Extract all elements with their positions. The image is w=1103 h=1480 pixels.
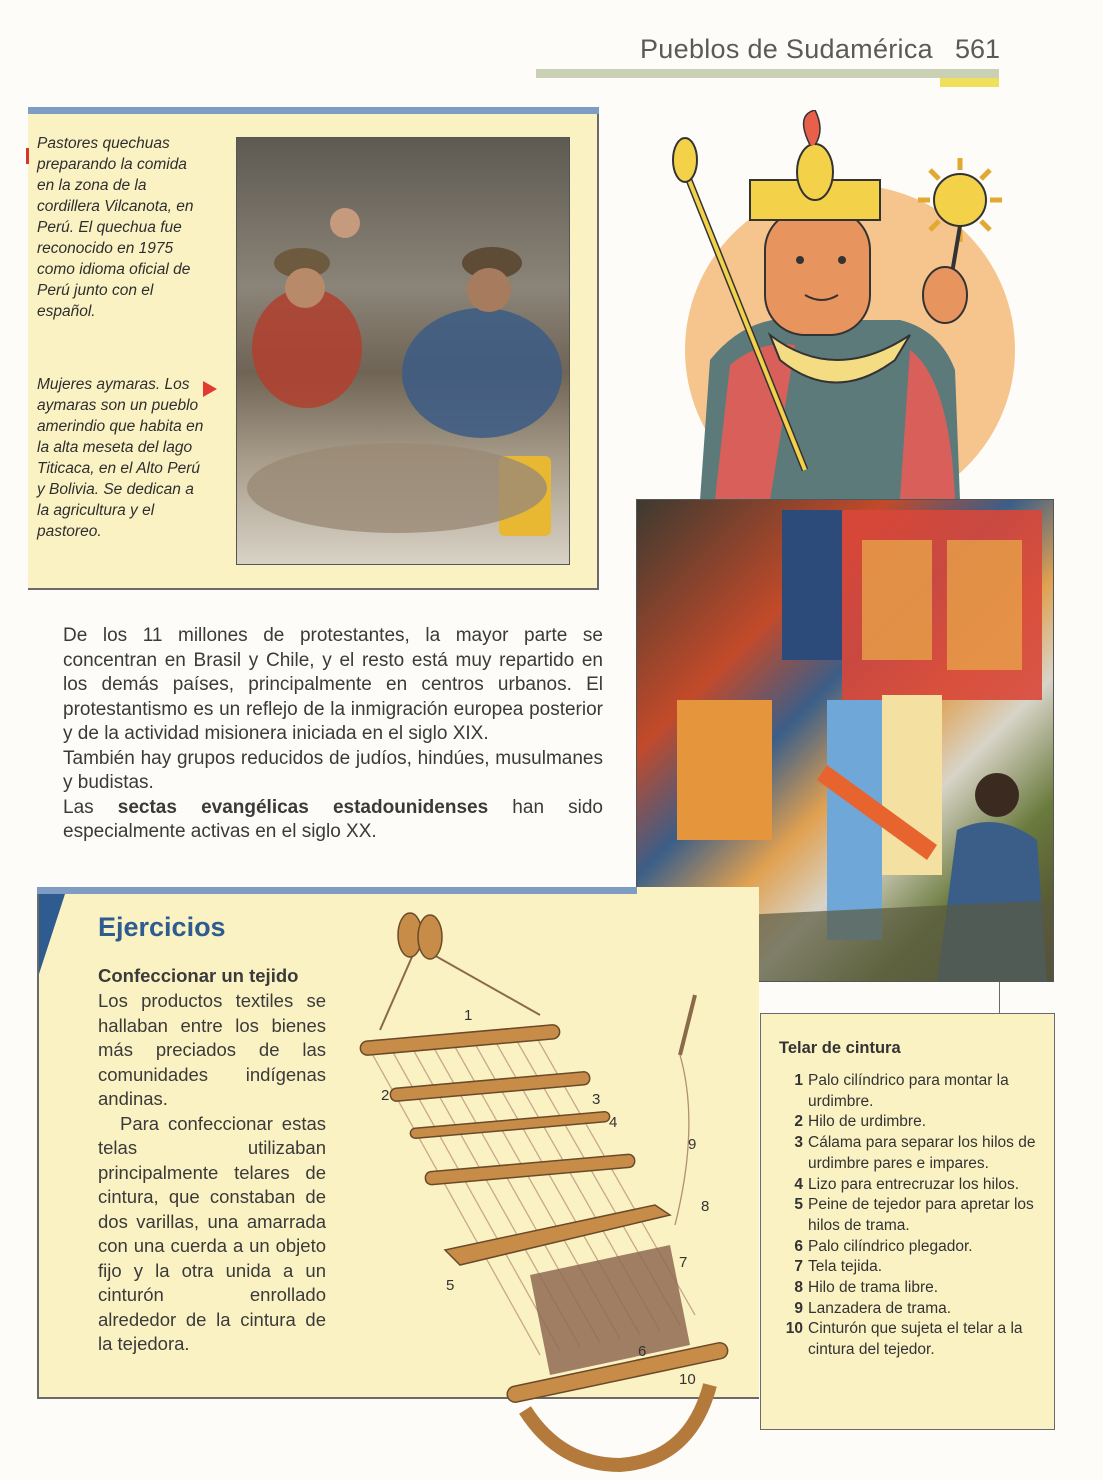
exercise-corner-triangle bbox=[39, 894, 65, 974]
caption-marker bbox=[26, 148, 29, 164]
loom-label-1: 1 bbox=[464, 1007, 473, 1024]
loom-label-2: 2 bbox=[381, 1087, 390, 1104]
legend-item bbox=[779, 1237, 1049, 1258]
chapter-title: Pueblos de Sudamérica bbox=[640, 34, 933, 64]
legend-item bbox=[779, 1071, 1049, 1112]
body-paragraph-3 bbox=[63, 796, 603, 845]
legend-item bbox=[779, 1133, 1049, 1174]
legend-item bbox=[779, 1195, 1049, 1236]
highlight-evangelical-sects: sectas evangélicas estadounidenses bbox=[117, 796, 489, 818]
loom-label-4: 4 bbox=[609, 1114, 618, 1131]
loom-label-5: 5 bbox=[446, 1277, 455, 1294]
legend-item-number: 4 bbox=[794, 1175, 803, 1193]
exercise-box-topbar bbox=[37, 887, 637, 894]
loom-label-8: 8 bbox=[701, 1198, 710, 1215]
exercise-paragraph-2: Para confeccionar estas telas utilizaban principalmente telares de cintura, que constaban de dos varillas, una amarrada con una cuerda a un objeto fijo y la otra unida a un cinturón enrollado alrededor de la cintura de la tejedora. bbox=[98, 1112, 326, 1354]
legend-item-text: Lanzadera de trama. bbox=[808, 1299, 952, 1317]
caption-aymara: Mujeres aymaras. Los aymaras son un pueblo amerindio que habita en la alta meseta del lago Titicaca, en el Alto Perú y Bolivia. Se dedican a la agricultura y el pastoreo. bbox=[37, 376, 204, 540]
legend-item-text: Hilo de urdimbre. bbox=[808, 1113, 927, 1131]
legend-item bbox=[779, 1278, 1049, 1299]
body-paragraph-3-end: han sido especialmente activas en el siglo XX. bbox=[63, 796, 603, 842]
legend-item bbox=[779, 1257, 1049, 1278]
legend-item-text: Cálama para separar los hilos de urdimbre pares e impares. bbox=[808, 1134, 1036, 1172]
legend-item-number: 3 bbox=[794, 1134, 803, 1152]
legend-title: Telar de cintura bbox=[779, 1039, 901, 1057]
header-rule bbox=[536, 69, 999, 78]
body-paragraph-2: También hay grupos reducidos de judíos, hindúes, musulmanes y budistas. bbox=[63, 747, 603, 793]
legend-item-text: Palo cilíndrico para montar la urdimbre. bbox=[808, 1072, 1009, 1110]
legend-connector-line bbox=[999, 982, 1000, 1013]
loom-label-6: 6 bbox=[638, 1343, 647, 1360]
loom-label-9: 9 bbox=[688, 1136, 697, 1153]
exercise-paragraph-1: Los productos textiles se hallaban entre los bienes más preciados de las comunidades indígenas andinas. bbox=[98, 990, 326, 1109]
page-number: 561 bbox=[955, 34, 1001, 64]
legend-item-text: Tela tejida. bbox=[808, 1258, 883, 1276]
caption-pointer-arrow-icon bbox=[203, 381, 217, 397]
loom-label-3: 3 bbox=[592, 1091, 601, 1108]
legend-item-text: Cinturón que sujeta el telar a la cintura del tejedor. bbox=[808, 1320, 1023, 1359]
legend-item-number: 2 bbox=[794, 1113, 803, 1131]
backstrap-loom-diagram bbox=[350, 905, 740, 1475]
legend-item-text: Peine de tejedor para apretar los hilos de trama. bbox=[808, 1196, 1034, 1234]
loom-label-7: 7 bbox=[679, 1254, 688, 1271]
legend-item-number: 7 bbox=[794, 1258, 803, 1276]
header-rule-accent bbox=[940, 78, 999, 87]
caption-box-topbar bbox=[28, 107, 599, 114]
legend-item-number: 5 bbox=[794, 1196, 803, 1214]
loom-label-10: 10 bbox=[679, 1371, 696, 1388]
legend-item-text: Palo cilíndrico plegador. bbox=[808, 1237, 973, 1255]
photo-aymara-women bbox=[236, 137, 570, 565]
exercise-subtitle: Confeccionar un tejido bbox=[98, 965, 299, 986]
inca-illustration bbox=[610, 110, 1030, 500]
exercise-title: Ejercicios bbox=[98, 912, 226, 942]
legend-item-number: 8 bbox=[794, 1279, 803, 1297]
body-paragraph-3-start: Las bbox=[63, 796, 118, 818]
body-paragraph-1: De los 11 millones de protestantes, la mayor parte se concentran en Brasil y Chile, y el resto está muy repartido en los demás países, principalmente en centros urbanos. El protestantismo es un reflejo de la inmigración europea posterior y de la actividad misionera iniciada en el siglo XIX. bbox=[63, 625, 603, 744]
legend-item-text: Hilo de trama libre. bbox=[808, 1279, 939, 1297]
legend-item-text: Lizo para entrecruzar los hilos. bbox=[808, 1175, 1020, 1193]
legend-item bbox=[779, 1175, 1049, 1196]
legend-list bbox=[779, 1071, 1049, 1361]
legend-item-number: 10 bbox=[785, 1320, 803, 1338]
body-text bbox=[63, 624, 603, 845]
legend-item bbox=[779, 1112, 1049, 1133]
exercise-text bbox=[98, 989, 326, 1357]
legend-item bbox=[779, 1299, 1049, 1320]
legend-item-number: 6 bbox=[794, 1237, 803, 1255]
caption-quechua: Pastores quechuas preparando la comida en la zona de la cordillera Vilcanota, en Perú. El quechua fue reconocido en 1975 como idioma oficial de Perú junto con el español. bbox=[37, 135, 194, 320]
legend-item bbox=[779, 1319, 1049, 1360]
legend-item-number: 9 bbox=[794, 1299, 803, 1317]
legend-item-number: 1 bbox=[794, 1072, 803, 1089]
